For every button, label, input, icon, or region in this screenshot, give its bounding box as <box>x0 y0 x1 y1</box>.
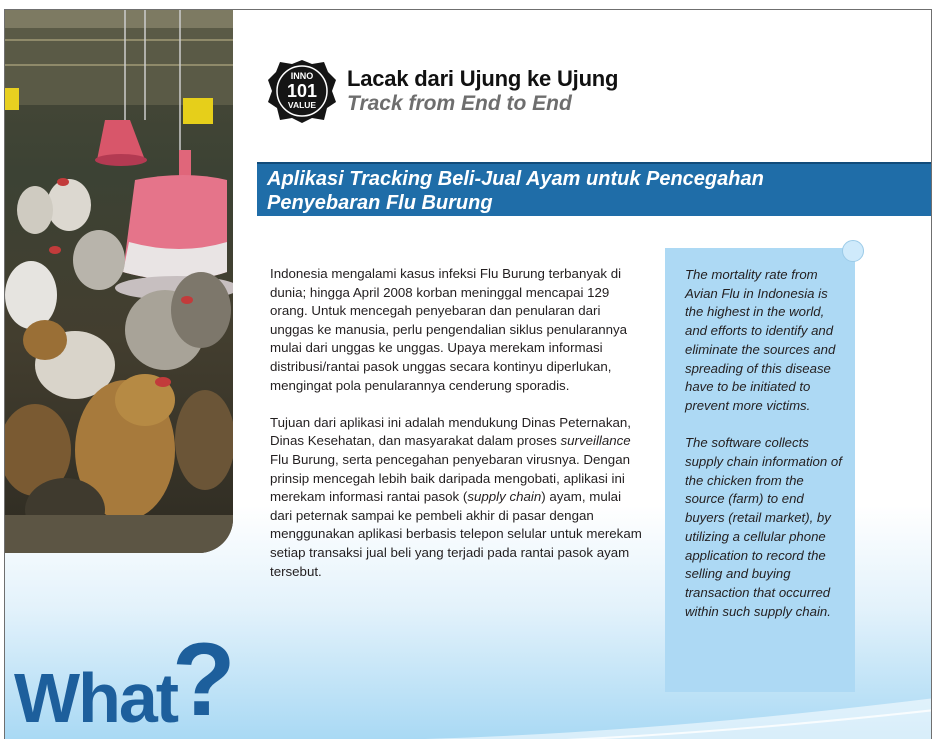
section-banner <box>257 162 931 216</box>
body-term-surveillance: surveillance <box>560 433 631 449</box>
summary-paragraph-2: The software collects supply chain information of the chicken from the source (farm) to end buyers (retail market), by utilizing a cellular phone application to record the selling and buying transaction that occurred within such supply chain. <box>685 435 842 619</box>
body-paragraph-2-part-c: Flu Burung, serta pencegahan penyebaran virusnya. Dengan prinsip mencegah lebih baik daripada mengobati, aplikasi ini merekam informasi rantai pasok ( <box>270 451 630 505</box>
logo-text-number: 101 <box>286 81 318 101</box>
banner-title-line2: Penyebaran Flu Burung <box>267 192 493 214</box>
logo-text-bottom: VALUE <box>287 100 317 110</box>
body-term-supply-chain: supply chain <box>467 489 542 505</box>
summary-paragraph-1: The mortality rate from Avian Flu in Indonesia is the highest in the world, and efforts to identify and eliminate the sources and spreading of this disease have to be initiated to prevent more victims. <box>685 267 836 413</box>
page-subtitle: Track from End to End <box>347 92 572 115</box>
english-summary-text <box>685 266 845 640</box>
sidebar-dot-decoration <box>842 240 864 262</box>
banner-title-line1: Aplikasi Tracking Beli-Jual Ayam untuk Pencegahan <box>267 168 764 190</box>
logo-text-top: INNO <box>290 71 314 81</box>
body-text-column <box>270 265 642 600</box>
body-paragraph-2-part-a: Tujuan dari aplikasi ini adalah mendukung Dinas Peternakan, Dinas Kesehatan, dan masyarakat dalam proses <box>270 414 631 449</box>
banner-title <box>267 167 887 215</box>
inno-value-logo <box>266 58 338 124</box>
chicken-farm-photo <box>5 10 233 553</box>
body-paragraph-2-part-e: ) ayam, mulai dari peternak sampai ke pembeli akhir di pasar dengan menggunakan aplikasi berbasis telepon selular untuk merekam setiap transaksi jual beli yang terjadi pada rantai pasok ayam tersebut. <box>270 489 642 579</box>
page-title: Lacak dari Ujung ke Ujung <box>347 66 619 91</box>
what-heading: What <box>14 659 178 737</box>
body-paragraph-1: Indonesia mengalami kasus infeksi Flu Burung terbanyak di dunia; hingga April 2008 korban meninggal mencapai 129 orang. Untuk mencegah penyebaran dan penularan dari unggas ke manusia, perlu pengendalian siklus penularannya mulai dari unggas ke unggas. Upaya merekam informasi distribusi/rantai pasok unggas secara kontinyu diperlukan, mengingat pola penularannya cenderung sporadis. <box>270 266 628 393</box>
body-paragraph-2 <box>270 414 642 581</box>
question-mark: ? <box>172 622 236 738</box>
chicken-farm-illustration <box>5 10 233 553</box>
